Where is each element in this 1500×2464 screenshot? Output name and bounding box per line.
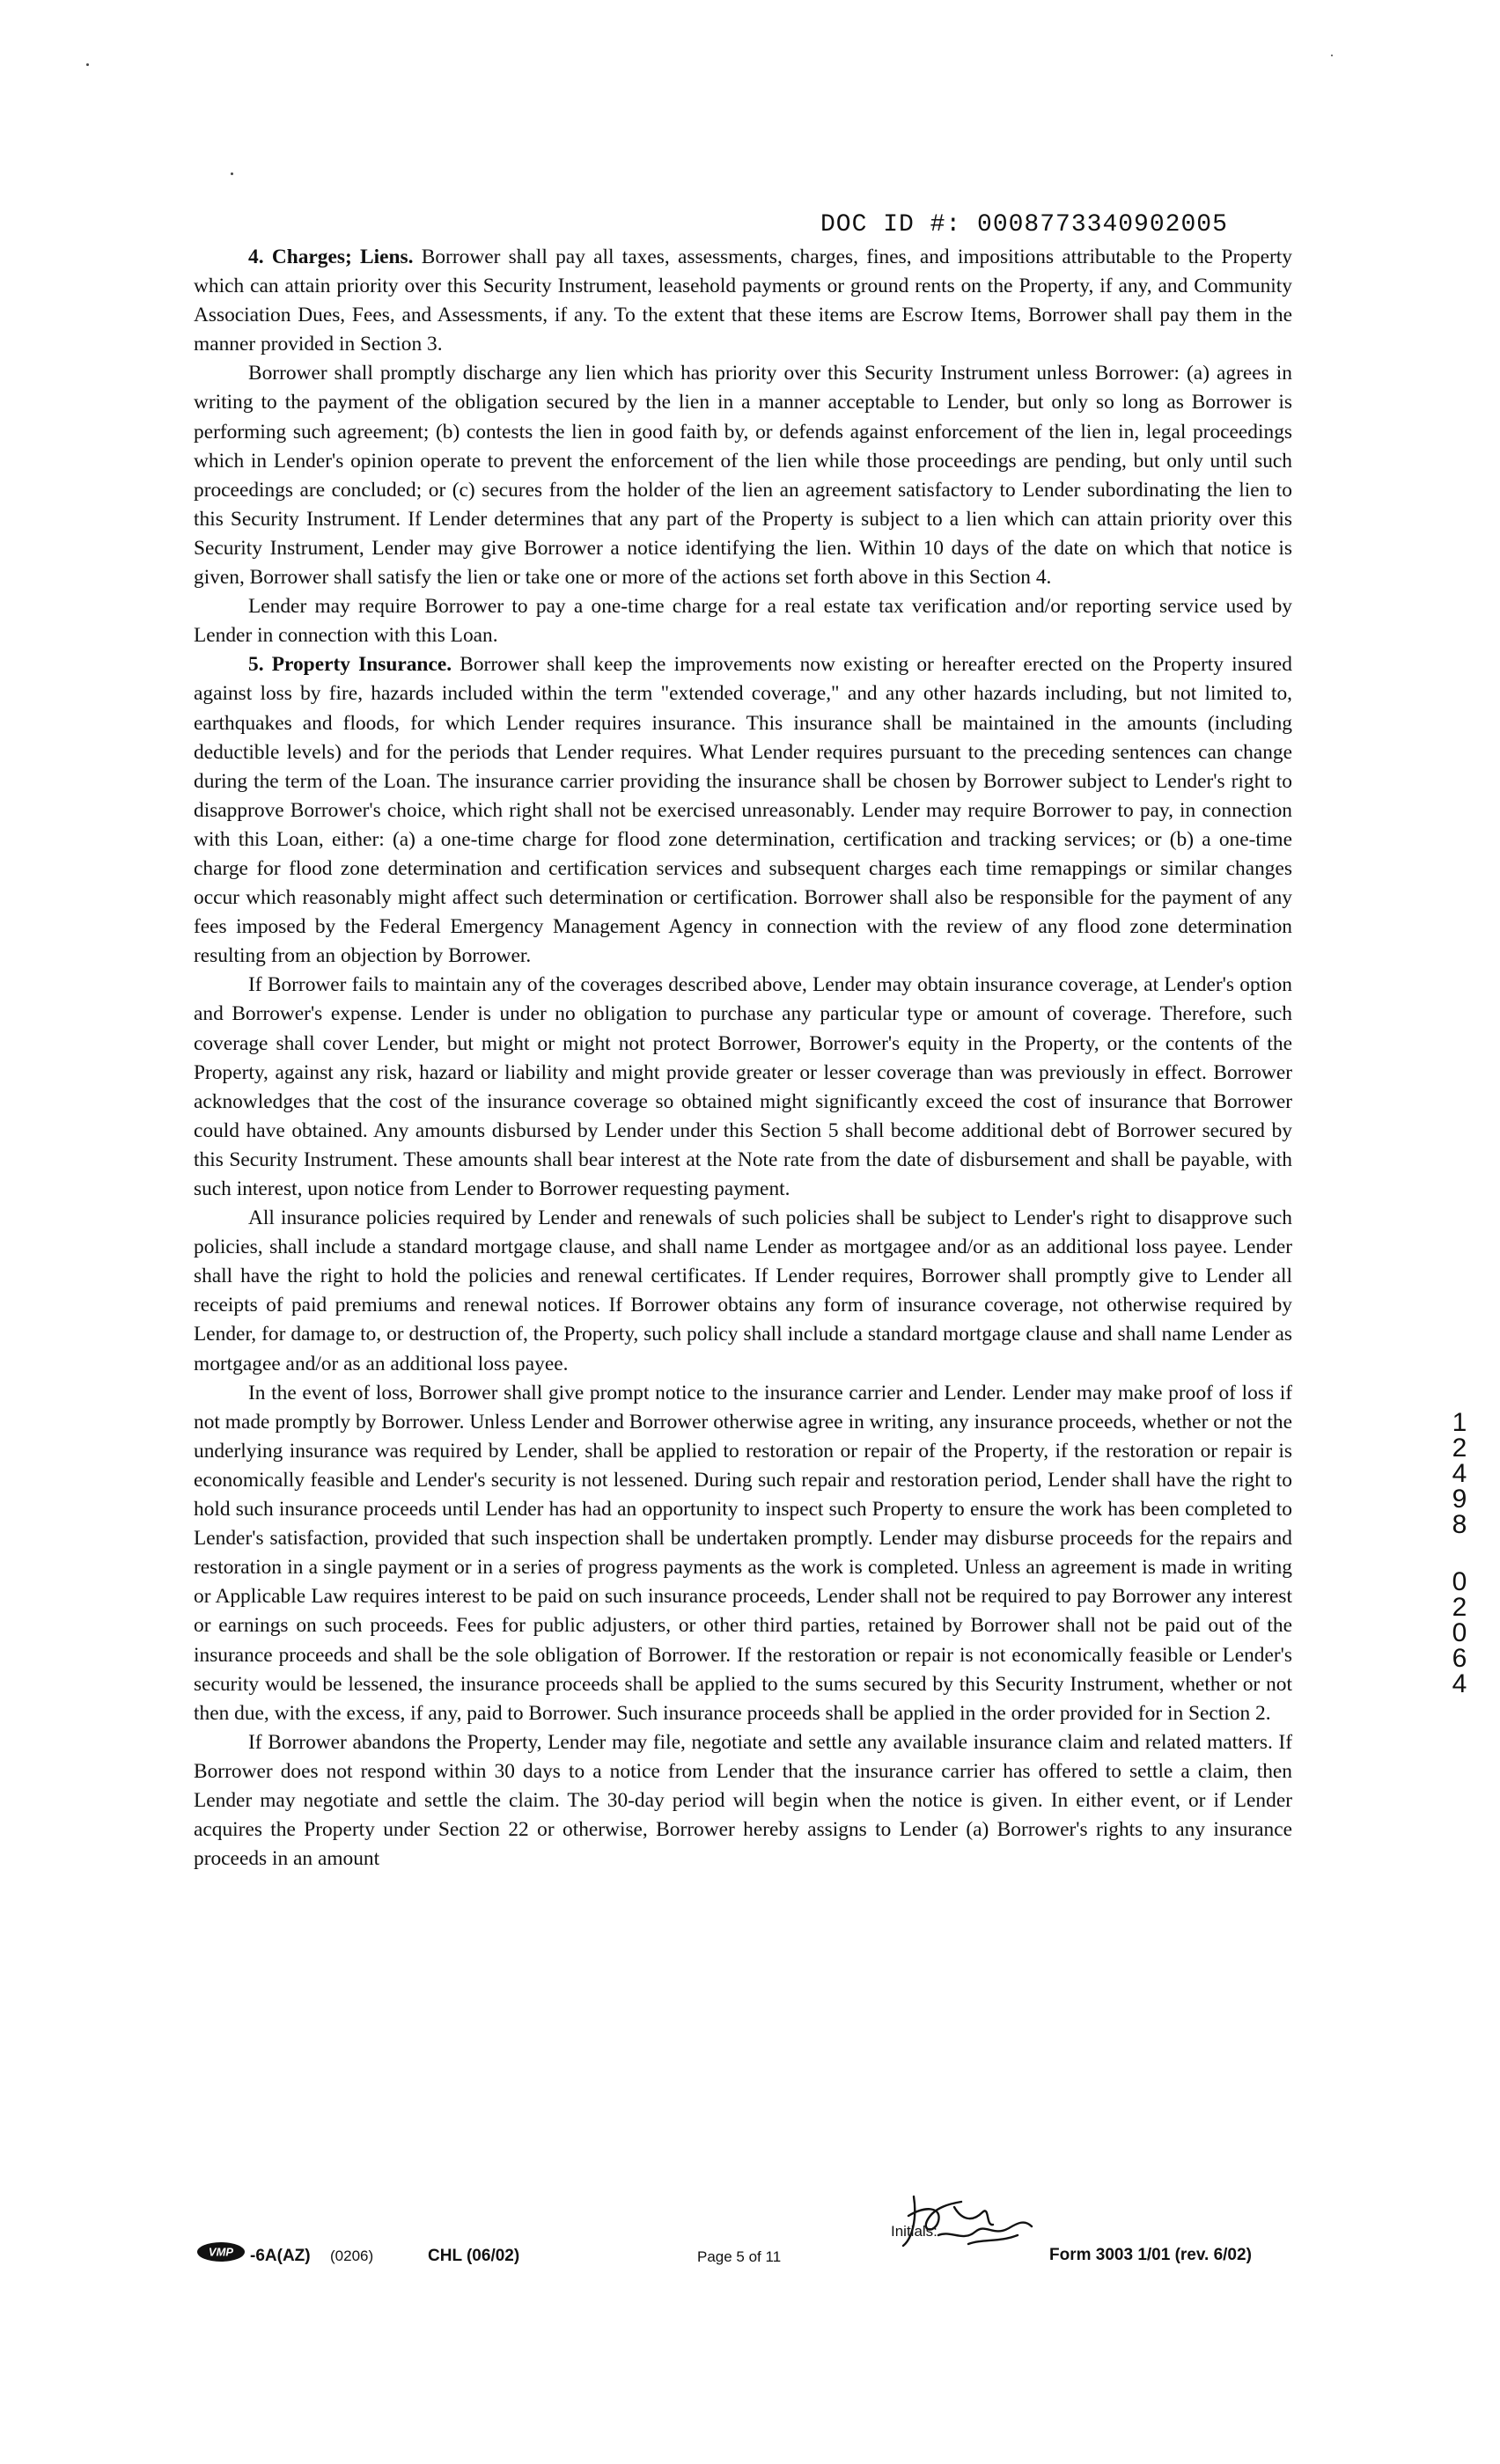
paragraph-lien-discharge: Borrower shall promptly discharge any lien which has priority over this Security Instrument unless Borrower: (a) agrees in writing to the payment of the obligation secured by the lien in a manner acceptable to Lender, but only so long as Borrower is performing such agreement; (b) contests the lien in good faith by, or defends against enforcement of the lien in, legal proceedings which in Lender's opinion operate to prevent the enforcement of the lien while those proceedings are pending, but only until such proceedings are concluded; or (c) secures from the holder of the lien an agreement satisfactory to Lender subordinating the lien to this Security Instrument. If Lender determines that any part of the Property is subject to a lien which can attain priority over this Security Instrument, Lender may give Borrower a notice identifying the lien. Within 10 days of the date on which that notice is given, Borrower shall satisfy the lien or take one or more of the actions set forth above in this Section 4. [194, 362, 1292, 590]
side-digit: 1 [1452, 1408, 1467, 1437]
chl-code: CHL (06/02) [428, 2247, 520, 2265]
paragraph-abandonment: If Borrower abandons the Property, Lender may file, negotiate and settle any available insurance claim and related matters. If Borrower does not respond within 30 days to a notice from Lender that the insurance carrier has offered to settle a claim, then Lender may negotiate and settle the claim. The 30-day period will begin when the notice is given. In either event, or if Lender acquires the Property under Section 22 or otherwise, Borrower hereby assigns to Lender (a) Borrower's rights to any insurance proceeds in an amount [194, 1730, 1292, 1871]
paragraph-event-of-loss: In the event of loss, Borrower shall give prompt notice to the insurance carrier and Lender. Lender may make proof of loss if not made promptly by Borrower. Unless Lender and Borrower otherwise agree in writing, any insurance proceeds, whether or not the underlying insurance was required by Lender, shall be applied to restoration or repair of the Property, if the restoration or repair is economically feasible and Lender's security is not lessened. During such repair and restoration period, Lender shall have the right to hold such insurance proceeds until Lender has had an opportunity to inspect such Property to ensure the work has been completed to Lender's satisfaction, provided that such inspection shall be undertaken promptly. Lender may disburse proceeds for the repairs and restoration in a single payment or in a series of progress payments as the work is completed. Unless an agreement is made in writing or Applicable Law requires interest to be paid on such insurance proceeds, Lender shall not be required to pay Borrower any interest or earnings on such proceeds. Fees for public adjusters, or other third parties, retained by Borrower shall not be paid out of the insurance proceeds and shall be the sole obligation of Borrower. If the restoration or repair is not economically feasible or Lender's security would be lessened, the insurance proceeds shall be applied to the sums secured by this Security Instrument, whether or not then due, with the excess, if any, paid to Borrower. Such insurance proceeds shall be applied in the order provided for in Section 2. [194, 1381, 1292, 1725]
paragraph-property-insurance [194, 650, 1292, 971]
side-recording-number [1442, 1410, 1477, 1697]
document-body [194, 243, 1292, 1874]
side-digit: 6 [1452, 1644, 1467, 1673]
paragraph-tax-verification: Lender may require Borrower to pay a one-time charge for a real estate tax verification and/or reporting service used by Lender in connection with this Loan. [194, 595, 1292, 648]
paragraph-text: Borrower shall pay all taxes, assessments, charges, fines, and impositions attributable to the Property which can attain priority over this Security Instrument, leasehold payments or ground rents on the Property, if any, and Community Association Dues, Fees, and Assessments, if any. To the extent that these items are Escrow Items, Borrower shall pay them in the manner provided in Section 3. [194, 246, 1292, 356]
initials-label: Initials: [891, 2223, 938, 2240]
section-heading: 4. Charges; Liens. [248, 246, 414, 268]
initials-signature [877, 2181, 1053, 2255]
side-digit: 4 [1452, 1459, 1467, 1488]
side-digit: 0 [1452, 1618, 1467, 1647]
form-date: (0206) [330, 2248, 374, 2264]
vmp-logo-icon [195, 2240, 246, 2263]
side-number-gap [1442, 1537, 1477, 1569]
paragraph-insurance-policies: All insurance policies required by Lender and renewals of such policies shall be subject to Lender's right to disapprove such policies, shall include a standard mortgage clause, and shall name Lender as mortgagee and/or as an additional loss payee. Lender shall have the right to hold the policies and renewal certificates. If Lender requires, Borrower shall promptly give to Lender all receipts of paid premiums and renewal notices. If Borrower obtains any form of insurance coverage, not otherwise required by Lender, for damage to, or destruction of, the Property, such policy shall include a standard mortgage clause and shall name Lender as mortgagee and/or as an additional loss payee. [194, 1206, 1292, 1375]
doc-id: DOC ID #: 0008773340902005 [820, 211, 1228, 238]
side-digit: 2 [1452, 1434, 1467, 1463]
logo-text: VMP [208, 2245, 234, 2259]
side-digit: 9 [1452, 1485, 1467, 1514]
scan-speck [86, 63, 89, 66]
section-heading: 5. Property Insurance. [248, 653, 452, 677]
side-digit: 2 [1452, 1593, 1467, 1622]
scan-speck [1331, 55, 1333, 56]
form-code: -6A(AZ) [250, 2247, 311, 2265]
form-number: Form 3003 1/01 (rev. 6/02) [1049, 2246, 1252, 2264]
side-digit: 8 [1452, 1510, 1467, 1539]
paragraph-failure-to-maintain: If Borrower fails to maintain any of the coverages described above, Lender may obtain insurance coverage, at Lender's option and Borrower's expense. Lender is under no obligation to purchase any particular type or amount of coverage. Therefore, such coverage shall cover Lender, but might or might not protect Borrower, Borrower's equity in the Property, or the contents of the Property, against any risk, hazard or liability and might provide greater or lesser coverage than was previously in effect. Borrower acknowledges that the cost of the insurance coverage so obtained might significantly exceed the cost of insurance that Borrower could have obtained. Any amounts disbursed by Lender under this Section 5 shall become additional debt of Borrower secured by this Security Instrument. These amounts shall bear interest at the Note rate from the date of disbursement and shall be payable, with such interest, upon notice from Lender to Borrower requesting payment. [194, 973, 1292, 1200]
side-digit: 4 [1452, 1669, 1467, 1698]
paragraph-charges-liens [194, 243, 1292, 359]
page-number: Page 5 of 11 [697, 2248, 782, 2265]
side-digit: 0 [1452, 1567, 1467, 1596]
scan-speck [231, 172, 233, 175]
paragraph-text: Borrower shall keep the improvements now existing or hereafter erected on the Property insured against loss by fire, hazards included within the term "extended coverage," and any other hazards including, but not limited to, earthquakes and floods, for which Lender requires insurance. This insurance shall be maintained in the amounts (including deductible levels) and for the periods that Lender requires. What Lender requires pursuant to the preceding sentences can change during the term of the Loan. The insurance carrier providing the insurance shall be chosen by Borrower subject to Lender's right to disapprove Borrower's choice, which right shall not be exercised unreasonably. Lender may require Borrower to pay, in connection with this Loan, either: (a) a one-time charge for flood zone determination, certification and tracking services; or (b) a one-time charge for flood zone determination and certification services and subsequent charges each time remappings or similar changes occur which reasonably might affect such determination or certification. Borrower shall also be responsible for the payment of any fees imposed by the Federal Emergency Management Agency in connection with the review of any flood zone determination resulting from an objection by Borrower. [194, 653, 1292, 968]
